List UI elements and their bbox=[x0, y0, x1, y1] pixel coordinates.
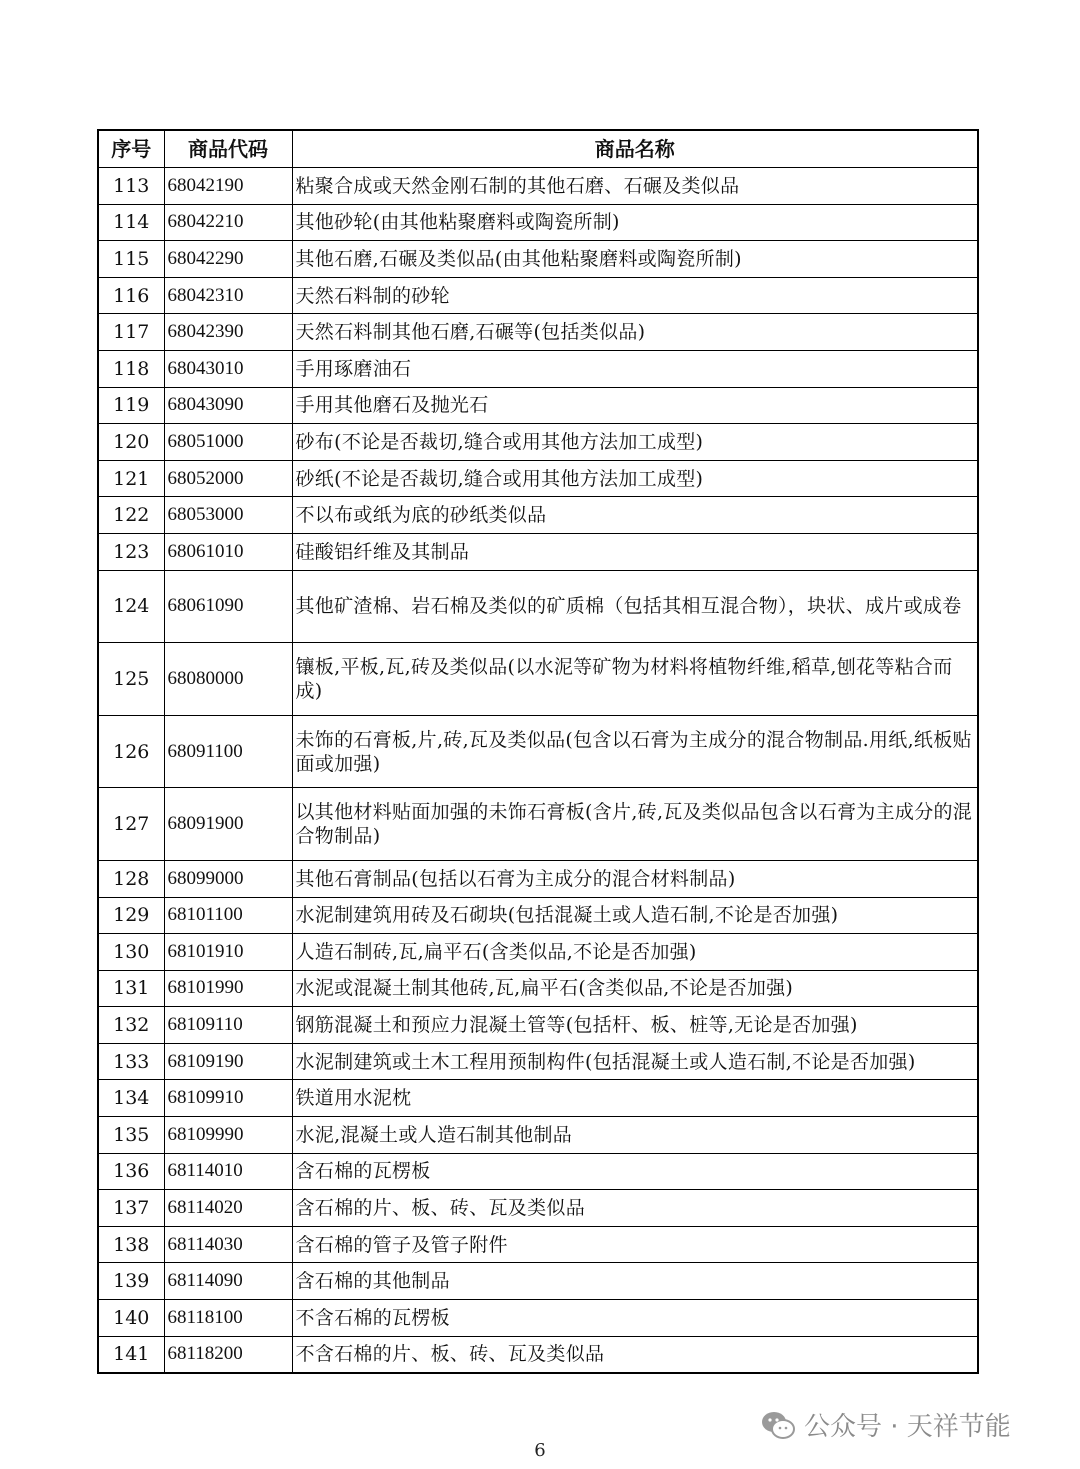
header-serial-number: 序号 bbox=[98, 130, 164, 168]
cell-serial-number: 131 bbox=[98, 970, 164, 1007]
cell-product-name: 铁道用水泥枕 bbox=[292, 1080, 978, 1117]
table-row bbox=[98, 241, 978, 278]
cell-product-code: 68091900 bbox=[164, 788, 292, 861]
cell-product-name: 其他石膏制品(包括以石膏为主成分的混合材料制品) bbox=[292, 860, 978, 897]
cell-product-name: 不以布或纸为底的砂纸类似品 bbox=[292, 497, 978, 534]
cell-product-code: 68101910 bbox=[164, 934, 292, 971]
table-header-row bbox=[98, 130, 978, 168]
cell-product-name: 含石棉的其他制品 bbox=[292, 1263, 978, 1300]
cell-serial-number: 141 bbox=[98, 1336, 164, 1373]
cell-product-code: 68099000 bbox=[164, 860, 292, 897]
cell-product-name: 天然石料制的砂轮 bbox=[292, 277, 978, 314]
goods-table bbox=[97, 129, 979, 1374]
table-row bbox=[98, 1336, 978, 1373]
cell-product-code: 68080000 bbox=[164, 643, 292, 716]
cell-product-code: 68042290 bbox=[164, 241, 292, 278]
table-row bbox=[98, 1007, 978, 1044]
cell-serial-number: 120 bbox=[98, 424, 164, 461]
table-row bbox=[98, 424, 978, 461]
cell-product-code: 68101100 bbox=[164, 897, 292, 934]
cell-serial-number: 118 bbox=[98, 350, 164, 387]
cell-serial-number: 121 bbox=[98, 460, 164, 497]
cell-serial-number: 128 bbox=[98, 860, 164, 897]
cell-product-name: 其他矿渣棉、岩石棉及类似的矿质棉（包括其相互混合物），块状、成片或成卷 bbox=[292, 570, 978, 643]
table-row bbox=[98, 643, 978, 716]
cell-product-name: 其他石磨,石碾及类似品(由其他粘聚磨料或陶瓷所制) bbox=[292, 241, 978, 278]
cell-product-code: 68118200 bbox=[164, 1336, 292, 1373]
cell-product-name: 含石棉的瓦楞板 bbox=[292, 1153, 978, 1190]
cell-serial-number: 134 bbox=[98, 1080, 164, 1117]
table-row bbox=[98, 350, 978, 387]
cell-product-code: 68053000 bbox=[164, 497, 292, 534]
table-row bbox=[98, 897, 978, 934]
cell-serial-number: 113 bbox=[98, 168, 164, 205]
cell-serial-number: 140 bbox=[98, 1300, 164, 1337]
header-product-name: 商品名称 bbox=[292, 130, 978, 168]
watermark-text: 公众号 · 天祥节能 bbox=[804, 1412, 1011, 1442]
cell-product-code: 68043090 bbox=[164, 387, 292, 424]
cell-product-name: 天然石料制其他石磨,石碾等(包括类似品) bbox=[292, 314, 978, 351]
table-row bbox=[98, 277, 978, 314]
cell-product-code: 68114090 bbox=[164, 1263, 292, 1300]
table-row bbox=[98, 715, 978, 788]
cell-serial-number: 119 bbox=[98, 387, 164, 424]
cell-serial-number: 123 bbox=[98, 533, 164, 570]
cell-product-name: 粘聚合成或天然金刚石制的其他石磨、石碾及类似品 bbox=[292, 168, 978, 205]
header-product-code: 商品代码 bbox=[164, 130, 292, 168]
cell-product-name: 砂纸(不论是否裁切,缝合或用其他方法加工成型) bbox=[292, 460, 978, 497]
cell-product-code: 68109190 bbox=[164, 1043, 292, 1080]
cell-serial-number: 137 bbox=[98, 1190, 164, 1227]
cell-product-code: 68114010 bbox=[164, 1153, 292, 1190]
table-row bbox=[98, 970, 978, 1007]
cell-serial-number: 124 bbox=[98, 570, 164, 643]
table-row bbox=[98, 1263, 978, 1300]
cell-product-name: 不含石棉的片、板、砖、瓦及类似品 bbox=[292, 1336, 978, 1373]
table-row bbox=[98, 1043, 978, 1080]
table-row bbox=[98, 314, 978, 351]
cell-serial-number: 136 bbox=[98, 1153, 164, 1190]
cell-product-code: 68114020 bbox=[164, 1190, 292, 1227]
cell-serial-number: 114 bbox=[98, 204, 164, 241]
table-row bbox=[98, 533, 978, 570]
cell-product-name: 镶板,平板,瓦,砖及类似品(以水泥等矿物为材料将植物纤维,稻草,刨花等粘合而成) bbox=[292, 643, 978, 716]
cell-serial-number: 116 bbox=[98, 277, 164, 314]
cell-serial-number: 139 bbox=[98, 1263, 164, 1300]
cell-product-code: 68042390 bbox=[164, 314, 292, 351]
cell-serial-number: 122 bbox=[98, 497, 164, 534]
table-row bbox=[98, 1300, 978, 1337]
table-row bbox=[98, 570, 978, 643]
wechat-watermark bbox=[760, 1406, 1011, 1443]
cell-product-name: 未饰的石膏板,片,砖,瓦及类似品(包含以石膏为主成分的混合物制品.用纸,纸板贴面或加强) bbox=[292, 715, 978, 788]
table-row bbox=[98, 387, 978, 424]
cell-product-code: 68118100 bbox=[164, 1300, 292, 1337]
cell-product-code: 68042310 bbox=[164, 277, 292, 314]
table-row bbox=[98, 168, 978, 205]
cell-product-name: 人造石制砖,瓦,扁平石(含类似品,不论是否加强) bbox=[292, 934, 978, 971]
table-row bbox=[98, 204, 978, 241]
cell-product-code: 68109990 bbox=[164, 1117, 292, 1154]
table-row bbox=[98, 788, 978, 861]
cell-product-name: 含石棉的片、板、砖、瓦及类似品 bbox=[292, 1190, 978, 1227]
cell-product-name: 其他砂轮(由其他粘聚磨料或陶瓷所制) bbox=[292, 204, 978, 241]
cell-product-name: 手用其他磨石及抛光石 bbox=[292, 387, 978, 424]
table-row bbox=[98, 1080, 978, 1117]
cell-product-name: 钢筋混凝土和预应力混凝土管等(包括杆、板、桩等,无论是否加强) bbox=[292, 1007, 978, 1044]
table-row bbox=[98, 1190, 978, 1227]
table-row bbox=[98, 1226, 978, 1263]
cell-product-name: 手用琢磨油石 bbox=[292, 350, 978, 387]
cell-product-code: 68101990 bbox=[164, 970, 292, 1007]
cell-product-name: 以其他材料贴面加强的未饰石膏板(含片,砖,瓦及类似品包含以石膏为主成分的混合物制品) bbox=[292, 788, 978, 861]
cell-product-code: 68109910 bbox=[164, 1080, 292, 1117]
cell-serial-number: 125 bbox=[98, 643, 164, 716]
table-row bbox=[98, 497, 978, 534]
cell-serial-number: 135 bbox=[98, 1117, 164, 1154]
cell-serial-number: 127 bbox=[98, 788, 164, 861]
table-row bbox=[98, 460, 978, 497]
cell-product-code: 68051000 bbox=[164, 424, 292, 461]
table-body bbox=[98, 168, 978, 1374]
table-row bbox=[98, 860, 978, 897]
cell-serial-number: 133 bbox=[98, 1043, 164, 1080]
wechat-icon bbox=[760, 1410, 796, 1440]
page-number: 6 bbox=[534, 1440, 546, 1461]
cell-product-name: 水泥制建筑或土木工程用预制构件(包括混凝土或人造石制,不论是否加强) bbox=[292, 1043, 978, 1080]
cell-serial-number: 138 bbox=[98, 1226, 164, 1263]
table-row bbox=[98, 1153, 978, 1190]
cell-product-name: 硅酸铝纤维及其制品 bbox=[292, 533, 978, 570]
cell-serial-number: 129 bbox=[98, 897, 164, 934]
cell-serial-number: 132 bbox=[98, 1007, 164, 1044]
cell-serial-number: 115 bbox=[98, 241, 164, 278]
cell-product-code: 68042210 bbox=[164, 204, 292, 241]
cell-product-code: 68109110 bbox=[164, 1007, 292, 1044]
cell-product-name: 含石棉的管子及管子附件 bbox=[292, 1226, 978, 1263]
cell-product-name: 水泥制建筑用砖及石砌块(包括混凝土或人造石制,不论是否加强) bbox=[292, 897, 978, 934]
cell-serial-number: 130 bbox=[98, 934, 164, 971]
cell-product-name: 水泥或混凝土制其他砖,瓦,扁平石(含类似品,不论是否加强) bbox=[292, 970, 978, 1007]
cell-product-code: 68061090 bbox=[164, 570, 292, 643]
cell-product-name: 砂布(不论是否裁切,缝合或用其他方法加工成型) bbox=[292, 424, 978, 461]
cell-serial-number: 117 bbox=[98, 314, 164, 351]
cell-product-code: 68091100 bbox=[164, 715, 292, 788]
cell-product-code: 68052000 bbox=[164, 460, 292, 497]
cell-product-name: 不含石棉的瓦楞板 bbox=[292, 1300, 978, 1337]
table-row bbox=[98, 934, 978, 971]
cell-product-name: 水泥,混凝土或人造石制其他制品 bbox=[292, 1117, 978, 1154]
table-row bbox=[98, 1117, 978, 1154]
cell-product-code: 68042190 bbox=[164, 168, 292, 205]
cell-product-code: 68114030 bbox=[164, 1226, 292, 1263]
cell-product-code: 68043010 bbox=[164, 350, 292, 387]
cell-product-code: 68061010 bbox=[164, 533, 292, 570]
cell-serial-number: 126 bbox=[98, 715, 164, 788]
